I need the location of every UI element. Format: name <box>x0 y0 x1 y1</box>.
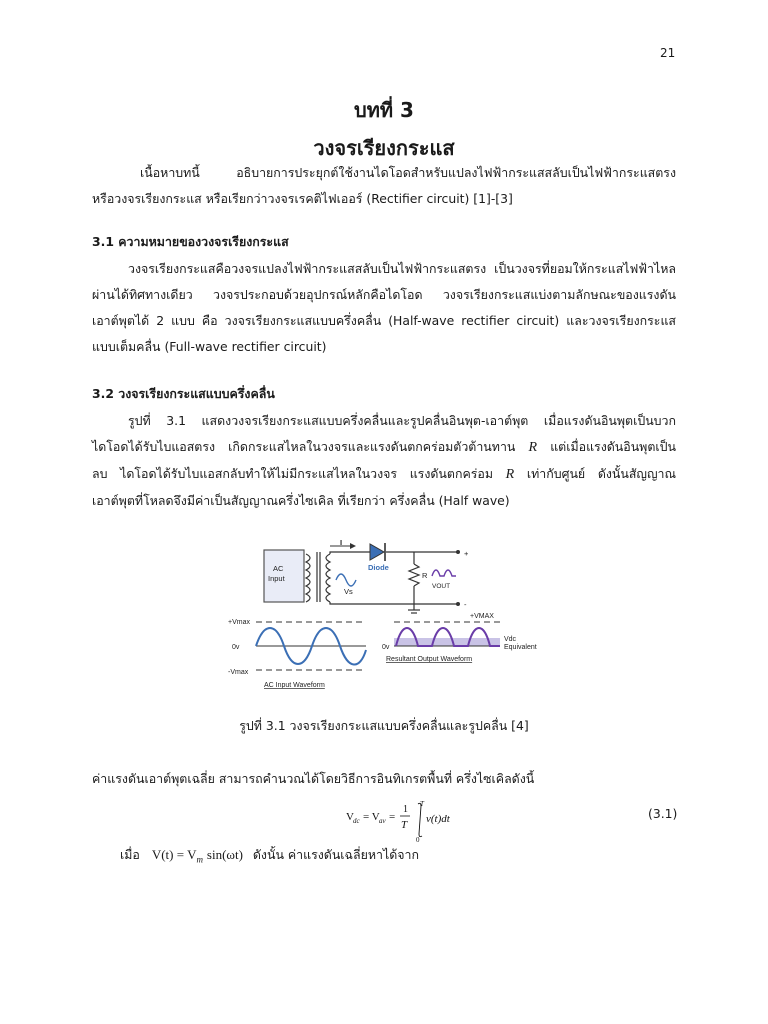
section-3-2-line-2-b: แต่เมื่อแรงดันอินพุตเป็น <box>550 439 676 454</box>
page-number: 21 <box>660 46 676 60</box>
eq-frac-num: 1 <box>403 804 408 815</box>
ac-input-label-1: AC <box>273 564 284 573</box>
minus-terminal <box>456 602 460 606</box>
section-3-2-line-4: เอาต์พุตที่โหลดจึงมีค่าเป็นสัญญาณครึ่งไซเคิล ที่เรียกว่า ครึ่งคลื่น (Half wave) <box>92 493 510 508</box>
section-3-1-line-1: วงจรเรียงกระแสคือวงจรแปลงไฟฟ้ากระแสสลับเป็นไฟฟ้ากระแสตรง เป็นวงจรที่ยอมให้กระแสไฟฟ้าไหล <box>128 261 676 276</box>
out-vmax-label: +VMAX <box>470 613 494 620</box>
minus-label: - <box>464 600 467 609</box>
eq-lhs: V <box>346 811 354 823</box>
half-wave-rectifier-figure <box>226 538 546 690</box>
section-3-2-paragraph <box>92 408 676 514</box>
ac-vmax-label: +Vmax <box>228 619 250 626</box>
plus-label: + <box>464 549 469 558</box>
current-label: I <box>340 538 343 547</box>
when-suffix: ดังนั้น ค่าแรงดันเฉลี่ยหาได้จาก <box>252 847 419 862</box>
when-formula: V(t) = V <box>151 847 197 862</box>
intro-line-2: หรือวงจรเรียงกระแส หรือเรียกว่าวงจรเรคติไฟเออร์ (Rectifier circuit) [1]-[3] <box>92 191 513 206</box>
resistor-label: R <box>422 571 428 580</box>
eq-lower-limit: 0 <box>416 836 420 844</box>
section-heading-3-2: 3.2 วงจรเรียงกระแสแบบครึ่งคลื่น <box>92 386 275 401</box>
chapter-title: วงจรเรียงกระแส <box>313 136 455 160</box>
plus-terminal <box>456 550 460 554</box>
intro-line-1: เนื้อหาบทนี้ อธิบายการประยุกต์ใช้งานไดโอดสำหรับแปลงไฟฟ้ากระแสสลับเป็นไฟฟ้ากระแสตรง <box>140 165 676 180</box>
figure-caption: รูปที่ 3.1 วงจรเรียงกระแสแบบครึ่งคลื่นและรูปคลื่น [4] <box>239 718 529 733</box>
section-3-1-line-4: แบบเต็มคลื่น (Full-wave rectifier circuit) <box>92 339 327 354</box>
vdc-label: Vdc <box>504 636 517 643</box>
eq-integrand: v(t)dt <box>426 813 450 825</box>
when-prefix: เมื่อ <box>120 847 140 862</box>
section-3-2-line-3-a: ลบ ไดโอดได้รับไบแอสกลับทำให้ไม่มีกระแสไหลในวงจร แรงดันตกคร่อม <box>92 466 494 481</box>
vs-label: Vs <box>344 587 353 596</box>
chapter-number: บทที่ 3 <box>354 98 414 122</box>
eq-mid: = V <box>363 811 380 823</box>
section-3-1-line-2: ผ่านได้ทิศทางเดียว วงจรประกอบด้วยอุปกรณ์หลักคือไดโอด วงจรเรียงกระแสแบ่งตามลักษณะของแรงดัน <box>92 287 676 302</box>
eq-frac-den: T <box>401 819 408 831</box>
eq-mid-sub: av <box>379 817 386 825</box>
vout-label: VOUT <box>432 583 451 590</box>
eq-lhs-sub: dc <box>353 817 360 825</box>
intro-paragraph <box>92 160 676 212</box>
vdc-band <box>394 638 500 646</box>
equation-3-1 <box>346 798 466 844</box>
ac-wave-caption: AC Input Waveform <box>264 682 325 689</box>
when-formula-sub: m <box>196 854 203 865</box>
average-voltage-line: ค่าแรงดันเอาต์พุตเฉลี่ย สามารถคำนวณได้โดยวิธีการอินทิเกรตพื้นที่ ครึ่งไซเคิลดังนี้ <box>92 771 535 786</box>
ac-zero-label: 0v <box>232 644 240 651</box>
average-voltage-paragraph <box>92 766 676 792</box>
diode-label: Diode <box>368 563 389 572</box>
integral-sign <box>418 803 422 836</box>
section-3-2-line-2-a: ไดโอดได้รับไบแอสตรง เกิดกระแสไหลในวงจรและแรงดันตกคร่อมตัวต้านทาน <box>92 439 516 454</box>
section-heading-3-1: 3.1 ความหมายของวงจรเรียงกระแส <box>92 234 289 249</box>
equivalent-label: Equivalent <box>504 644 537 651</box>
section-3-2-line-3 <box>92 461 676 488</box>
eq-upper-limit: T <box>420 800 424 808</box>
variable-r: R <box>505 467 515 482</box>
section-3-1-paragraph <box>92 256 676 360</box>
out-zero-label: 0v <box>382 644 390 651</box>
eq-equals: = <box>389 811 396 823</box>
variable-r: R <box>528 440 538 455</box>
equation-number: (3.1) <box>648 806 678 821</box>
out-wave-caption: Resultant Output Waveform <box>386 656 473 663</box>
ac-vmin-label: -Vmax <box>228 669 249 676</box>
when-line <box>120 846 419 865</box>
section-3-2-line-3-b: เท่ากับศูนย์ ดังนั้นสัญญาณ <box>526 466 676 481</box>
section-3-2-line-2 <box>92 434 676 461</box>
section-3-2-line-1: รูปที่ 3.1 แสดงวงจรเรียงกระแสแบบครึ่งคลื่นและรูปคลื่นอินพุต-เอาต์พุต เมื่อแรงดันอินพุตเป็นบวก <box>128 413 676 428</box>
when-formula-end: sin(ωt) <box>206 847 243 862</box>
ac-input-label-2: Input <box>268 574 285 583</box>
section-3-1-line-3: เอาต์พุตได้ 2 แบบ คือ วงจรเรียงกระแสแบบครึ่งคลื่น (Half-wave rectifier circuit) และวงจรเรียงกระแส <box>92 313 676 328</box>
